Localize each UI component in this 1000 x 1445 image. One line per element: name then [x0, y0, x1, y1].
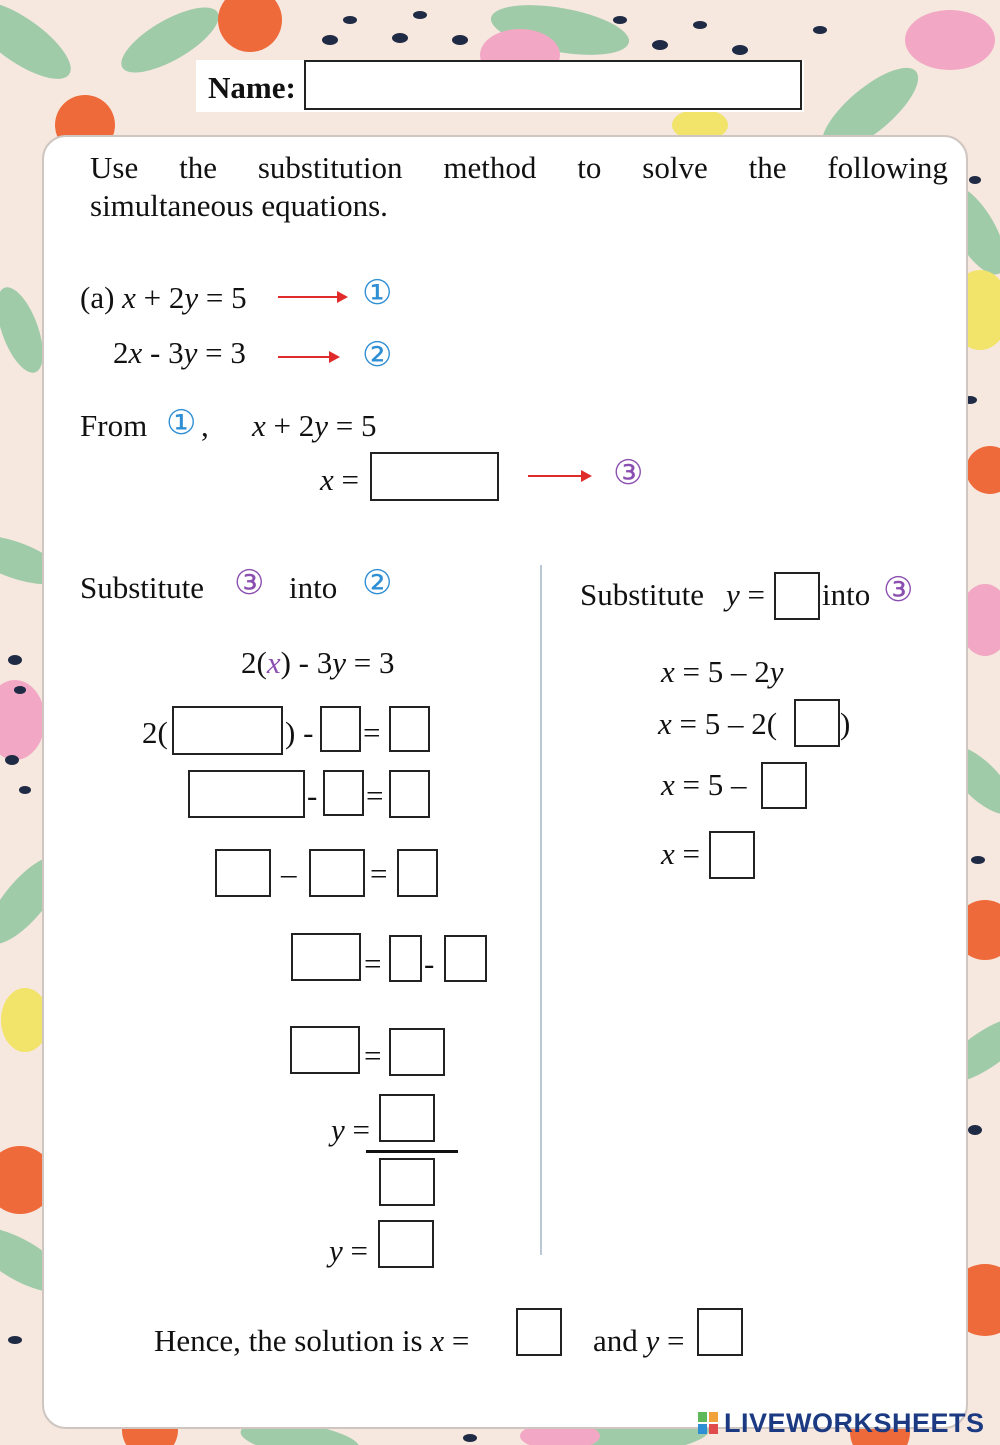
var-x: x: [661, 836, 675, 871]
eq-text: 2(: [241, 645, 267, 680]
answer-input[interactable]: [391, 772, 428, 816]
right-y-equals: [726, 579, 765, 610]
answer-input[interactable]: [796, 701, 838, 745]
answer-box[interactable]: [291, 933, 361, 981]
var-x: x: [266, 645, 281, 680]
line4-eq: =: [364, 946, 382, 981]
eq-text: ) - 3: [280, 645, 333, 680]
instr-word: solve: [642, 150, 708, 185]
eq-text: + 2: [135, 280, 185, 315]
into-word: into: [289, 570, 338, 605]
answer-input[interactable]: [174, 708, 281, 753]
var-y: y: [329, 1233, 343, 1268]
from-word: From: [80, 408, 148, 443]
line4-minus: -: [424, 946, 435, 981]
marker-1: ①: [362, 273, 393, 313]
marker-2: ②: [362, 563, 393, 603]
marker-1: ①: [166, 403, 197, 443]
answer-input[interactable]: [391, 708, 428, 750]
right-line3: [661, 769, 747, 800]
answer-input[interactable]: [391, 1030, 443, 1074]
substituted-equation: [241, 647, 395, 678]
numerator-box[interactable]: [379, 1094, 435, 1142]
line2-minus: -: [307, 778, 318, 813]
right-line2: [658, 708, 777, 739]
answer-input[interactable]: [380, 1222, 432, 1266]
var-x: x: [661, 767, 675, 802]
conclusion-text: [154, 1325, 469, 1356]
answer-input[interactable]: [381, 1160, 433, 1204]
var-x: x: [658, 706, 672, 741]
instr-word: substitution: [257, 150, 403, 185]
answer-input[interactable]: [699, 1310, 741, 1354]
y-fraction-label: [331, 1114, 370, 1145]
from-equation: [252, 410, 377, 441]
right-line4: [661, 838, 700, 869]
answer-box[interactable]: [215, 849, 271, 897]
answer-box-x-expression[interactable]: [370, 452, 499, 501]
y-final-label: [329, 1235, 368, 1266]
line3-eq: =: [370, 856, 388, 891]
x-equals-label: [320, 464, 359, 495]
var-y: y: [769, 654, 784, 689]
answer-box[interactable]: [389, 706, 430, 752]
denominator-box[interactable]: [379, 1158, 435, 1206]
name-input-box[interactable]: [304, 60, 802, 110]
answer-box[interactable]: [397, 849, 438, 897]
instructions-line2: simultaneous equations.: [90, 188, 388, 223]
right-substitute-word: Substitute: [580, 577, 705, 612]
line2-eq: =: [366, 778, 384, 813]
fraction-bar: [366, 1150, 458, 1153]
eq-text: = 5 – 2(: [671, 706, 778, 741]
marker-3: ③: [613, 453, 644, 493]
var-x: x: [128, 335, 143, 370]
answer-input[interactable]: [322, 708, 359, 750]
line1-open: 2(: [142, 715, 168, 750]
instr-word: to: [577, 150, 602, 185]
conclusion-and: [593, 1325, 685, 1356]
answer-box-y[interactable]: [378, 1220, 434, 1268]
eq-text: and: [593, 1323, 646, 1358]
answer-input[interactable]: [399, 851, 436, 895]
answer-input[interactable]: [711, 833, 753, 877]
eq-text: =: [674, 836, 700, 871]
answer-input[interactable]: [217, 851, 269, 895]
answer-input[interactable]: [391, 937, 420, 980]
answer-box[interactable]: [389, 935, 422, 982]
instr-word: following: [827, 150, 948, 185]
equation-1: [80, 282, 247, 313]
answer-input[interactable]: [293, 935, 359, 979]
answer-box[interactable]: [172, 706, 283, 755]
answer-input[interactable]: [325, 772, 362, 814]
name-input[interactable]: [306, 62, 800, 108]
eq-text: Hence, the solution is: [154, 1323, 431, 1358]
answer-box[interactable]: [323, 770, 364, 816]
answer-box-x-value[interactable]: [709, 831, 755, 879]
answer-box[interactable]: [389, 1028, 445, 1076]
var-y: y: [331, 1112, 345, 1147]
eq-text: =: [659, 1323, 685, 1358]
name-label: Name:: [208, 70, 296, 105]
eq-text: + 2: [265, 408, 315, 443]
arrow-right-icon: [278, 356, 338, 358]
var-y: y: [183, 335, 198, 370]
part-label: (a): [80, 280, 115, 315]
instr-word: the: [748, 150, 787, 185]
eq-text: = 3: [346, 645, 395, 680]
liveworksheets-logo-icon: [698, 1412, 720, 1436]
eq-text: = 3: [197, 335, 246, 370]
eq-text: =: [342, 1233, 368, 1268]
var-x: x: [430, 1323, 445, 1358]
line1-eq: =: [363, 715, 381, 750]
var-x: x: [252, 408, 266, 443]
answer-input[interactable]: [381, 1096, 433, 1140]
answer-input[interactable]: [776, 574, 818, 618]
right-into-word: into: [822, 577, 871, 612]
answer-box[interactable]: [444, 935, 487, 982]
var-y: y: [314, 408, 329, 443]
marker-3: ③: [234, 563, 265, 603]
answer-input[interactable]: [190, 772, 303, 816]
instructions-line1: [90, 150, 948, 186]
var-y: y: [726, 577, 740, 612]
eq-text: =: [344, 1112, 370, 1147]
right-line2-close: ): [840, 706, 851, 741]
instr-word: the: [179, 150, 217, 185]
var-x: x: [320, 462, 334, 497]
var-y: y: [332, 645, 347, 680]
instr-word: Use: [90, 150, 139, 185]
answer-input[interactable]: [372, 454, 497, 499]
answer-box[interactable]: [309, 849, 365, 897]
right-line1: [661, 656, 784, 687]
line1-close: ) -: [285, 715, 314, 750]
instr-word: method: [443, 150, 537, 185]
from-comma: ,: [201, 408, 209, 443]
var-x: x: [122, 280, 136, 315]
arrow-right-icon: [528, 475, 590, 477]
eq-text: =: [739, 577, 765, 612]
answer-box[interactable]: [290, 1026, 360, 1074]
marker-3: ③: [883, 570, 914, 610]
answer-input[interactable]: [446, 937, 485, 980]
equation-2: [113, 337, 246, 368]
answer-box[interactable]: [188, 770, 305, 818]
eq-text: = 5: [198, 280, 247, 315]
answer-box[interactable]: [761, 762, 807, 809]
var-y: y: [645, 1323, 660, 1358]
arrow-right-icon: [278, 296, 346, 298]
eq-text: = 5 – 2: [674, 654, 770, 689]
eq-text: =: [444, 1323, 470, 1358]
var-y: y: [184, 280, 199, 315]
answer-box[interactable]: [320, 706, 361, 752]
answer-box[interactable]: [389, 770, 430, 818]
eq-text: 2: [113, 335, 129, 370]
worksheet-card: [42, 135, 968, 1429]
eq-text: =: [333, 462, 359, 497]
eq-text: = 5: [328, 408, 377, 443]
answer-input[interactable]: [311, 851, 363, 895]
liveworksheets-logo-text: LIVEWORKSHEETS: [724, 1408, 985, 1438]
marker-2: ②: [362, 335, 393, 375]
line3-minus: –: [281, 856, 297, 891]
substitute-word: Substitute: [80, 570, 205, 605]
eq-text: = 5 –: [674, 767, 747, 802]
var-x: x: [661, 654, 675, 689]
line5-eq: =: [364, 1038, 382, 1073]
answer-input[interactable]: [763, 764, 805, 807]
column-divider: [540, 565, 542, 1255]
eq-text: - 3: [142, 335, 184, 370]
solution-y-box[interactable]: [697, 1308, 743, 1356]
solution-x-box[interactable]: [516, 1308, 562, 1356]
answer-input[interactable]: [518, 1310, 560, 1354]
answer-box-y-value[interactable]: [774, 572, 820, 620]
answer-box[interactable]: [794, 699, 840, 747]
answer-input[interactable]: [292, 1028, 358, 1072]
